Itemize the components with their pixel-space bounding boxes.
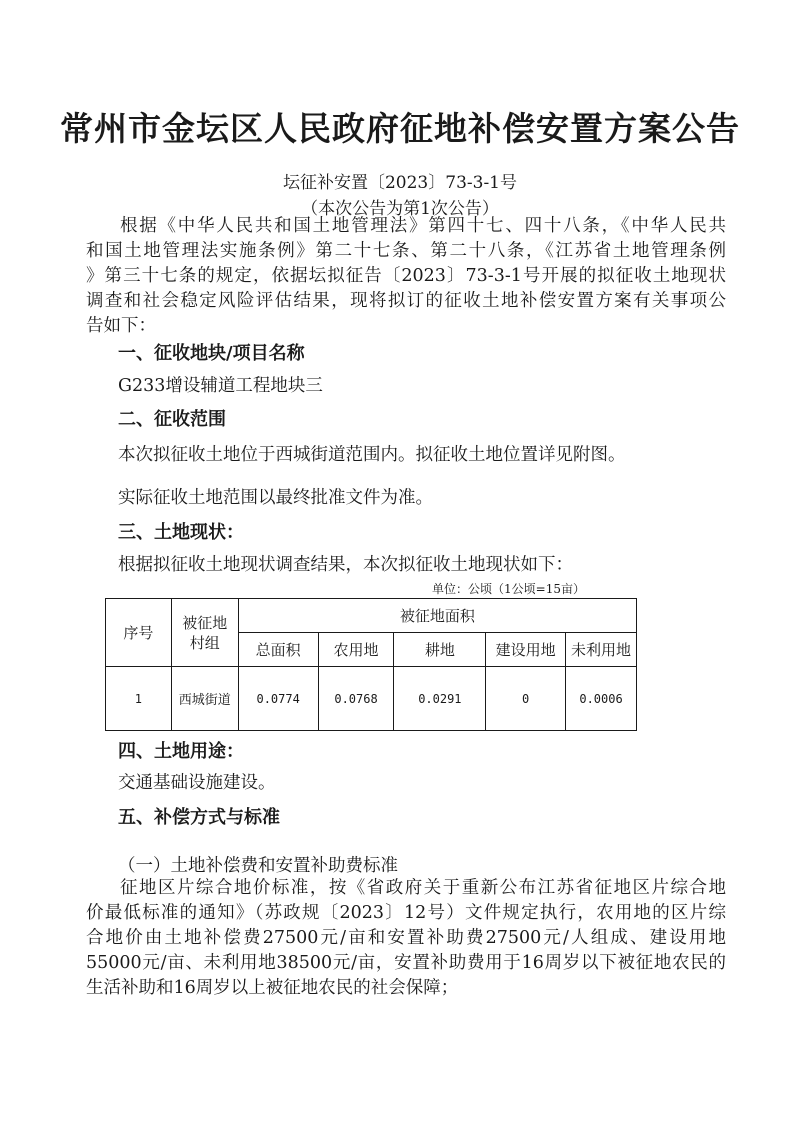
section1-heading: 一、征收地块/项目名称 — [118, 343, 305, 364]
intro-line: 和国土地管理法实施条例》第二十七条、第二十八条，《江苏省土地管理条例 — [86, 241, 726, 261]
land-use-text: 交通基础设施建设。 — [118, 773, 276, 793]
header-seq: 序号 — [106, 599, 172, 667]
cell-construction: 0 — [486, 667, 566, 731]
header-village-label: 被征地村组 — [182, 613, 228, 652]
intro-line: 调查和社会稳定风险评估结果，现将拟订的征收土地补偿安置方案有关事项公 — [86, 291, 726, 311]
intro-line: 告如下： — [86, 316, 156, 336]
section3-heading: 三、土地现状： — [118, 522, 244, 543]
document-number: 坛征补安置〔2023〕73-3-1号 — [282, 173, 517, 193]
project-name: G233增设辅道工程地块三 — [118, 376, 323, 396]
land-status-table — [105, 598, 637, 731]
cell-unused: 0.0006 — [566, 667, 637, 731]
compensation-line: 征地区片综合地价标准，按《省政府关于重新公布江苏省征地区片综合地 — [120, 878, 726, 898]
cell-agricultural: 0.0768 — [318, 667, 394, 731]
status-text: 根据拟征收土地现状调查结果，本次拟征收土地现状如下： — [118, 555, 573, 575]
header-area-group: 被征地面积 — [238, 599, 636, 633]
cell-village: 西城街道 — [171, 667, 238, 731]
cell-seq: 1 — [106, 667, 172, 731]
compensation-line: 55000元/亩、未利用地38500元/亩，安置补助费用于16周岁以下被征地农民的 — [86, 953, 726, 973]
compensation-subheading: （一）土地补偿费和安置补助费标准 — [118, 856, 398, 876]
intro-line: 》第三十七条的规定，依据坛拟征告〔2023〕73-3-1号开展的拟征收土地现状 — [86, 266, 726, 286]
notice-count: （本次公告为第1次公告） — [301, 199, 499, 219]
header-unused: 未利用地 — [566, 633, 637, 667]
section4-heading: 四、土地用途： — [118, 741, 244, 762]
section5-heading: 五、补偿方式与标准 — [118, 807, 280, 828]
page-title: 常州市金坛区人民政府征地补偿安置方案公告 — [60, 109, 740, 148]
compensation-line: 价最低标准的通知》（苏政规〔2023〕12号）文件规定执行，农用地的区片综 — [86, 903, 726, 923]
unit-note: 单位：公顷（1公顷=15亩） — [432, 582, 585, 596]
cell-total-area: 0.0774 — [238, 667, 318, 731]
compensation-paragraph — [86, 876, 726, 1001]
header-total-area: 总面积 — [238, 633, 318, 667]
header-construction: 建设用地 — [486, 633, 566, 667]
cell-cultivated: 0.0291 — [394, 667, 486, 731]
header-agricultural: 农用地 — [318, 633, 394, 667]
section2-heading: 二、征收范围 — [118, 409, 226, 430]
table-row — [106, 667, 637, 731]
scope-text: 本次拟征收土地位于西城街道范围内。拟征收土地位置详见附图。 — [118, 445, 626, 465]
compensation-line: 合地价由土地补偿费27500元/亩和安置补助费27500元/人组成、建设用地 — [86, 928, 726, 948]
compensation-line: 生活补助和16周岁以上被征地农民的社会保障； — [86, 978, 459, 998]
intro-line: 根据《中华人民共和国土地管理法》第四十七、四十八条，《中华人民共 — [120, 216, 726, 236]
intro-paragraph — [86, 214, 726, 339]
header-village — [171, 599, 238, 667]
header-cultivated: 耕地 — [394, 633, 486, 667]
scope-note: 实际征收土地范围以最终批准文件为准。 — [118, 488, 433, 508]
